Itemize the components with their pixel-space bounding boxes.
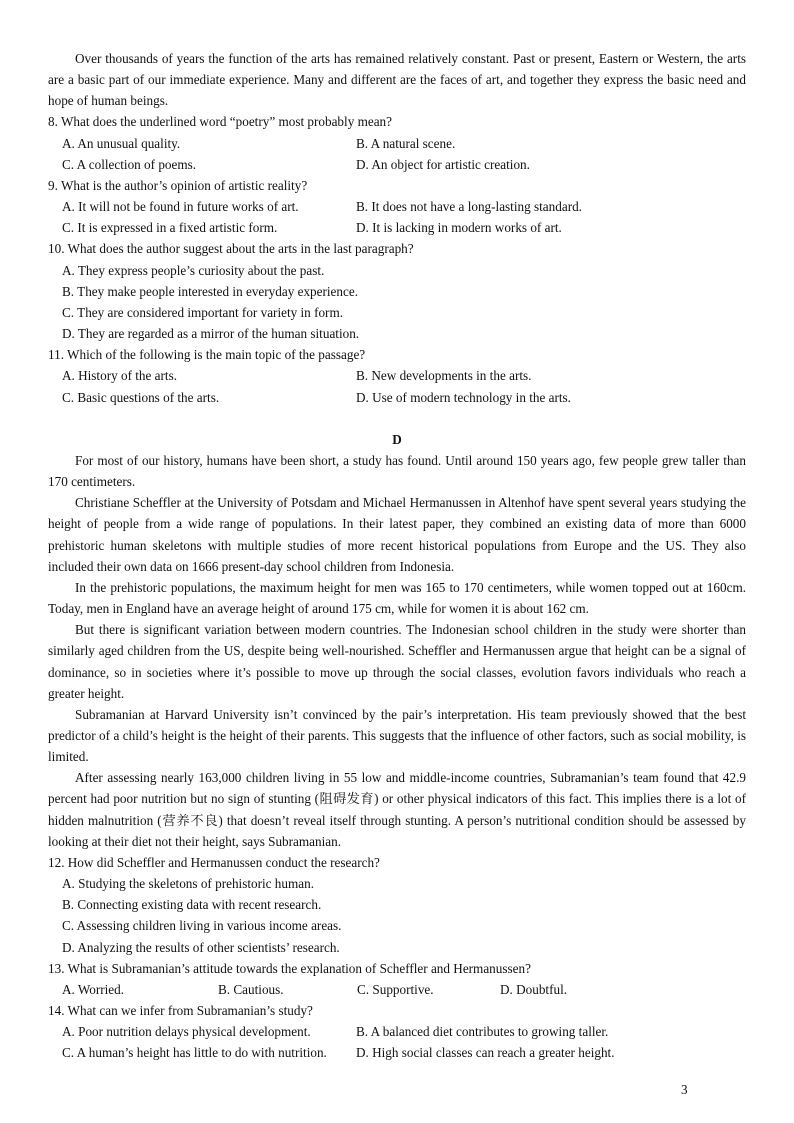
q10-option-b: B. They make people interested in everyday experience. [62,283,358,299]
question-10: 10. What does the author suggest about the arts in the last paragraph? [48,241,414,257]
q10-option-a: A. They express people’s curiosity about the past. [62,262,325,278]
q8-option-c: C. A collection of poems. [62,156,197,172]
q13-option-b: B. Cautious. [218,981,284,997]
section-heading-d: D [392,431,402,447]
q14-option-c: C. A human’s height has little to do with nutrition. [62,1045,327,1061]
q9-options-row [48,217,746,238]
exam-page [48,48,746,1063]
q9-option-b: B. It does not have a long-lasting standard. [356,199,582,215]
q10-option-c: C. They are considered important for variety in form. [62,304,344,320]
q8-option-b: B. A natural scene. [356,135,456,151]
passage-d-paragraph: For most of our history, humans have been short, a study has found. Until around 150 years ago, few people grew taller than 170 centimeters. [48,452,746,490]
q8-options-row [48,133,746,154]
question-12: 12. How did Scheffler and Hermanussen conduct the research? [48,854,380,870]
passage-d-paragraph: Subramanian at Harvard University isn’t convinced by the pair’s interpretation. His team previously showed that the best predictor of a child’s height is the height of their parents. This suggests that the influence of other factors, such as social mobility, is limited. [48,706,746,765]
q13-option-d: D. Doubtful. [500,981,568,997]
q8-options-row [48,154,746,175]
passage-d-paragraph: After assessing nearly 163,000 children living in 55 low and middle-income countries, Subramanian’s team found that 42.9 percent had poor nutrition but no sign of stunting (阻碍发育) or other physical indicators of this fact. This implies there is a lot of hidden malnutrition (营养不良) that doesn’t reveal itself through stunting. A person’s nutritional condition should be assessed by looking at their diet not their height, says Subramanian. [48,770,746,849]
q11-option-d: D. Use of modern technology in the arts. [356,389,571,405]
q13-option-a: A. Worried. [62,981,125,997]
q13-option-c: C. Supportive. [357,981,434,997]
q9-option-c: C. It is expressed in a fixed artistic form. [62,220,278,236]
page-number: 3 [681,1082,688,1097]
q14-option-b: B. A balanced diet contributes to growing taller. [356,1024,609,1040]
q8-option-d: D. An object for artistic creation. [356,156,530,172]
q11-option-b: B. New developments in the arts. [356,368,532,384]
q11-option-a: A. History of the arts. [62,368,178,384]
q10-option-d: D. They are regarded as a mirror of the human situation. [62,326,360,342]
passage-d-paragraph: But there is significant variation between modern countries. The Indonesian school children in the study were shorter than similarly aged children from the US, despite being well-nourished. Scheffler and Hermanussen argue that height can be a signal of dominance, so in societies where it’s possible to move up through the social classes, evolution favors individuals who reach a greater height. [48,622,746,701]
q11-options-row [48,365,746,386]
intro-paragraph: Over thousands of years the function of the arts has remained relatively constant. Past or present, Eastern or Western, the arts are a basic part of our immediate experience. Many and different are the faces of art, and together they express the basic need and hope of human beings. [48,51,746,109]
q13-options-row [48,979,746,1000]
question-13: 13. What is Subramanian’s attitude towards the explanation of Scheffler and Hermanussen? [48,960,531,976]
q9-option-a: A. It will not be found in future works of art. [62,199,299,215]
q14-option-a: A. Poor nutrition delays physical development. [62,1024,311,1040]
q12-option-c: C. Assessing children living in various income areas. [62,918,342,934]
q12-option-d: D. Analyzing the results of other scientists’ research. [62,939,340,955]
q9-options-row [48,196,746,217]
q14-option-d: D. High social classes can reach a greater height. [356,1045,615,1061]
question-14: 14. What can we infer from Subramanian’s study? [48,1003,313,1019]
q9-option-d: D. It is lacking in modern works of art. [356,220,562,236]
q11-options-row [48,387,746,408]
q8-option-a: A. An unusual quality. [62,135,181,151]
q14-options-row [48,1021,746,1042]
passage-d-paragraph: Christiane Scheffler at the University of Potsdam and Michael Hermanussen in Altenhof have spent several years studying the height of people from a wide range of populations. In their latest paper, they combined an existing data of more than 6000 prehistoric human skeletons with multiple studies of more recent historical populations from Europe and the US. They also included their own data on 1666 present-day school children from Indonesia. [48,495,746,574]
question-9: 9. What is the author’s opinion of artistic reality? [48,177,308,193]
q12-option-b: B. Connecting existing data with recent research. [62,897,322,913]
question-8: 8. What does the underlined word “poetry” most probably mean? [48,114,392,130]
q14-options-row [48,1042,746,1063]
q12-option-a: A. Studying the skeletons of prehistoric human. [62,876,314,892]
q11-option-c: C. Basic questions of the arts. [62,389,220,405]
passage-d-paragraph: In the prehistoric populations, the maximum height for men was 165 to 170 centimeters, while women topped out at 160cm. Today, men in England have an average height of around 175 cm, while for women it is about 162 cm. [48,579,746,617]
question-11: 11. Which of the following is the main topic of the passage? [48,347,366,363]
